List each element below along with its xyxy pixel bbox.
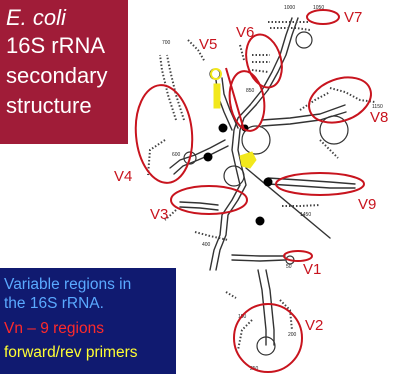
rrna-helices: [148, 22, 375, 350]
position-number: 1000: [284, 5, 296, 11]
title-line-secondary: secondary: [6, 63, 108, 88]
info-line-primers: forward/rev primers: [4, 344, 138, 361]
primer-dot: [204, 153, 213, 162]
title-panel: [0, 0, 128, 144]
region-outline-v5: [226, 69, 268, 133]
region-outline-v7: [307, 10, 339, 24]
title-organism: E. coli: [6, 5, 66, 30]
region-label-v8: V8: [370, 109, 389, 126]
position-number: 700: [162, 40, 171, 46]
position-number: 850: [246, 88, 255, 94]
position-number: 1450: [300, 212, 312, 218]
region-label-v4: V4: [114, 168, 133, 185]
region-outline-v4: [132, 83, 196, 186]
position-number: 600: [172, 152, 181, 158]
yellow-primer-stem: [214, 84, 220, 108]
position-number: 1150: [372, 104, 383, 110]
position-number: 250: [250, 366, 259, 372]
yellow-primer-patch: [240, 152, 256, 168]
rrna-backbone: [170, 18, 355, 345]
region-label-v9: V9: [358, 196, 377, 213]
position-number: 200: [288, 332, 297, 338]
region-label-v2: V2: [305, 317, 324, 334]
primer-dot: [264, 178, 273, 187]
info-line-region-count: Vn – 9 regions: [4, 320, 104, 337]
region-label-v6: V6: [236, 24, 255, 41]
position-number: 400: [202, 242, 211, 248]
info-line-16s: the 16S rRNA.: [4, 295, 104, 312]
position-number: 1050: [313, 5, 325, 11]
primer-dot: [219, 124, 228, 133]
region-outline-v3: [171, 186, 247, 214]
region-label-v3: V3: [150, 206, 169, 223]
title-molecule: 16S rRNA: [6, 33, 106, 58]
title-line-structure: structure: [6, 93, 92, 118]
info-line-variable-regions: Variable regions in: [4, 276, 132, 293]
info-panel: [0, 268, 176, 374]
rrna-loops: [184, 32, 348, 355]
region-label-v7: V7: [344, 9, 363, 26]
region-outline-v2: [234, 304, 302, 372]
position-number: 50: [286, 264, 292, 270]
position-number: 150: [238, 314, 247, 320]
region-label-v1: V1: [303, 261, 322, 278]
region-label-v5: V5: [199, 36, 218, 53]
primer-dot: [256, 217, 265, 226]
